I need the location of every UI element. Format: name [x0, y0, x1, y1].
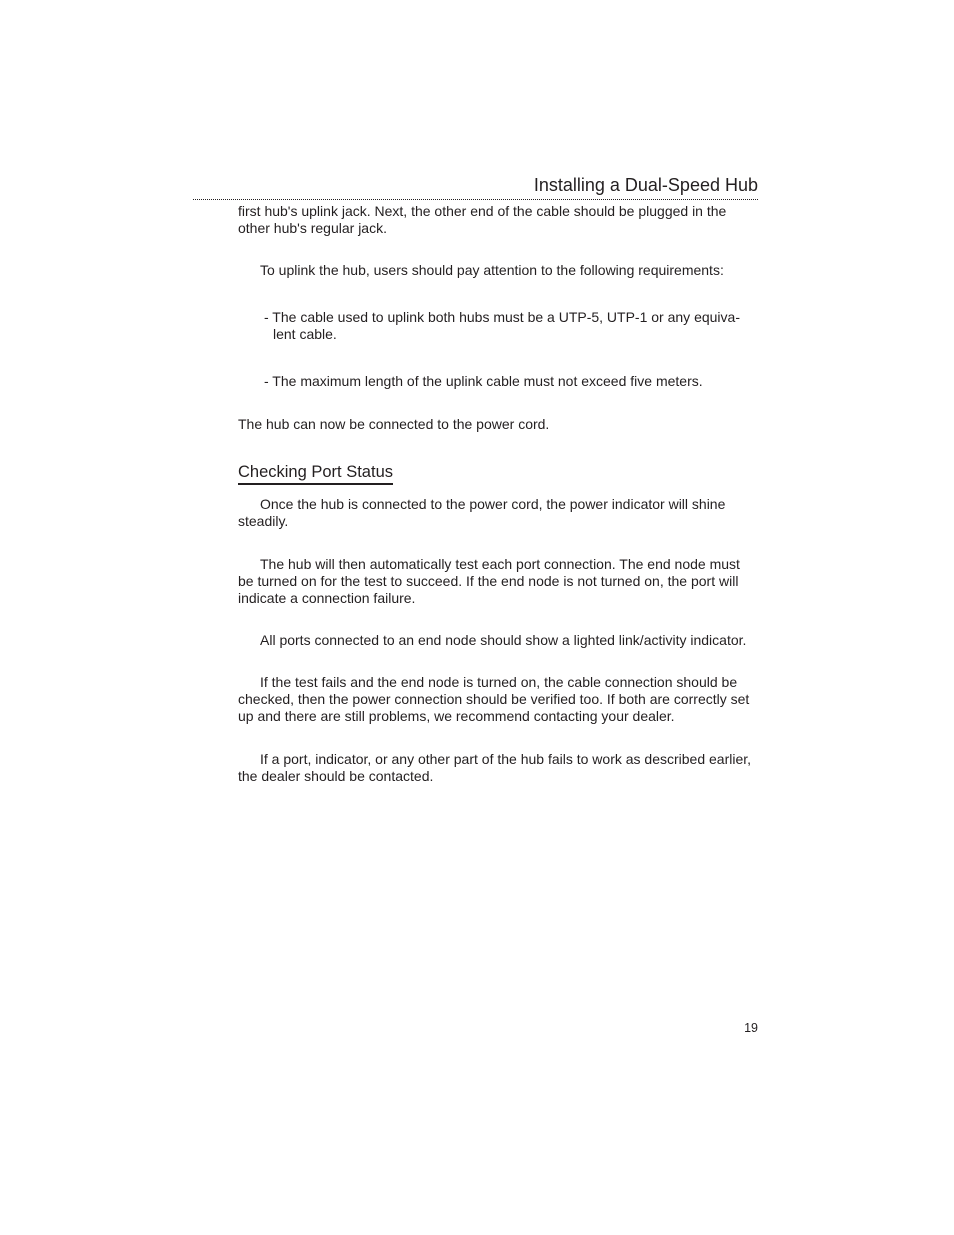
bullet-cable-length: - The maximum length of the uplink cable must not exceed five meters.	[264, 373, 703, 389]
paragraph-power-cord: The hub can now be connected to the power cord.	[238, 416, 550, 432]
paragraph-continuation: first hub's uplink jack. Next, the other end of the cable should be plugged in the other hub's regular jack.	[238, 203, 727, 236]
bullet-cable-type: - The cable used to uplink both hubs must be a UTP-5, UTP-1 or any equiva- lent cable.	[264, 309, 740, 342]
paragraph-uplink-intro: To uplink the hub, users should pay attention to the following requirements:	[260, 262, 724, 278]
page-number: 19	[744, 1021, 758, 1035]
paragraph-power-indicator: Once the hub is connected to the power cord, the power indicator will shine steadily.	[238, 496, 726, 529]
section-heading-checking-port-status: Checking Port Status	[238, 463, 393, 485]
page-header-title: Installing a Dual-Speed Hub	[533, 175, 758, 195]
paragraph-test-fails: If the test fails and the end node is turned on, the cable connection should be checked, then the power connection should be verified too. If both are correctly set up and there are still problems, we recommend contacting your dealer.	[238, 674, 750, 724]
paragraph-link-indicator: All ports connected to an end node should show a lighted link/activity indicator.	[260, 632, 747, 648]
paragraph-port-test: The hub will then automatically test each port connection. The end node must be turned on for the test to succeed. If the end node is not turned on, the port will indicate a connection failure.	[238, 556, 740, 606]
header-dotted-rule	[193, 199, 758, 200]
paragraph-contact-dealer: If a port, indicator, or any other part of the hub fails to work as described earlier, the dealer should be contacted.	[238, 751, 752, 784]
